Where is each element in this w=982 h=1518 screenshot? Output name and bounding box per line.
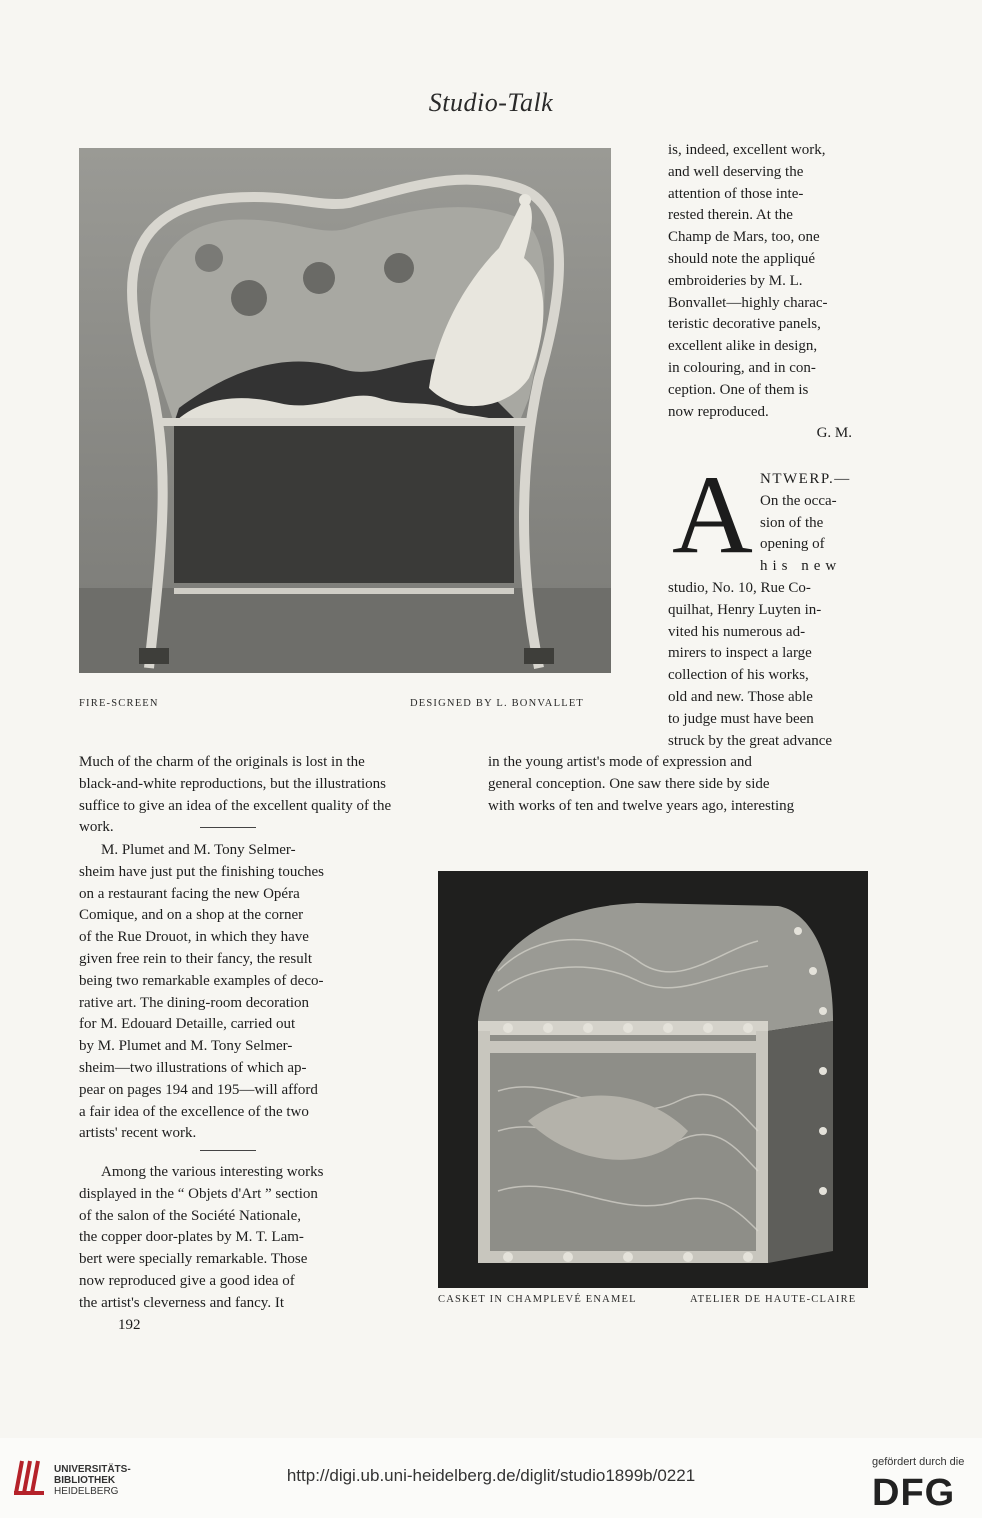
text-line: old and new. Those able	[668, 688, 813, 705]
right-column-top	[668, 140, 870, 445]
text-line: bert were specially remarkable. Those	[79, 1251, 308, 1268]
text-line: sheim have just put the finishing touches	[79, 863, 324, 880]
page-number: 192	[118, 1317, 141, 1333]
text-line: in colouring, and in con-	[668, 359, 816, 376]
figure1-caption-right: DESIGNED BY L. BONVALLET	[410, 698, 585, 709]
text-line: is, indeed, excellent work,	[668, 142, 826, 158]
text-line: of the salon of the Société Nationale,	[79, 1207, 302, 1224]
text-line: a fair idea of the excellence of the two	[79, 1103, 309, 1120]
text-line: being two remarkable examples of deco-	[79, 972, 324, 989]
text-line: On the occa-	[760, 492, 837, 509]
text-line: vited his numerous ad-	[668, 623, 806, 640]
text-line: embroideries by M. L.	[668, 272, 803, 289]
casket-photo	[438, 871, 868, 1288]
library-line1: UNIVERSITÄTS-	[54, 1464, 131, 1475]
text-line: excellent alike in design,	[668, 338, 818, 355]
text-line: Much of the charm of the originals is lost in the	[79, 754, 365, 770]
text-line: ception. One of them is	[668, 381, 809, 398]
left-paragraph-3	[79, 1162, 377, 1315]
source-url[interactable]: http://digi.ub.uni-heidelberg.de/diglit/studio1899b/0221	[286, 1466, 696, 1485]
text-line: quilhat, Henry Luyten in-	[668, 601, 822, 618]
text-line: sion of the	[760, 514, 824, 531]
text-line: opening of	[760, 536, 825, 553]
funding-text: gefördert durch die	[872, 1456, 965, 1468]
running-head: Studio-Talk	[428, 88, 554, 117]
text-line: for M. Edouard Detaille, carried out	[79, 1016, 296, 1033]
drop-cap: A	[672, 453, 753, 577]
text-line: on a restaurant facing the new Opéra	[79, 885, 300, 902]
text-line: general conception. One saw there side by side	[488, 775, 770, 792]
text-line: attention of those inte-	[668, 185, 804, 202]
text-line: and well deserving the	[668, 163, 804, 180]
text-line: now reproduced.	[668, 403, 769, 420]
text-line: studio, No. 10, Rue Co-	[668, 580, 811, 596]
left-paragraph-1	[79, 752, 465, 839]
casket-illustration	[438, 871, 868, 1288]
text-line: collection of his works,	[668, 667, 809, 684]
text-line: artists' recent work.	[79, 1125, 197, 1142]
text-line: with works of ten and twelve years ago, interesting	[488, 797, 795, 814]
text-line: NTWERP.—	[760, 471, 851, 487]
text-line: Among the various interesting works	[101, 1164, 324, 1180]
text-line: teristic decorative panels,	[668, 316, 821, 333]
left-paragraph-2	[79, 840, 377, 1145]
text-line: suffice to give an idea of the excellent quality of the	[79, 797, 392, 814]
section-rule	[200, 1150, 256, 1151]
text-line: black-and-white reproductions, but the illustrations	[79, 775, 387, 792]
text-line: his new	[760, 558, 842, 575]
text-line: rested therein. At the	[668, 207, 793, 224]
figure1-caption-left: FIRE-SCREEN	[79, 698, 159, 709]
text-line: sheim—two illustrations of which ap-	[79, 1059, 307, 1076]
text-line: rative art. The dining-room decoration	[79, 994, 310, 1011]
antwerp-full-lines	[488, 752, 870, 817]
text-line: of the Rue Drouot, in which they have	[79, 929, 309, 946]
fire-screen-photo	[79, 148, 611, 673]
text-line: given free rein to their fancy, the result	[79, 950, 313, 967]
section-rule	[200, 827, 256, 828]
text-line: pear on pages 194 and 195—will afford	[79, 1081, 318, 1098]
antwerp-continued	[668, 578, 870, 752]
text-line: work.	[79, 819, 114, 836]
dfg-logo: DFG	[872, 1472, 956, 1514]
figure2-caption-left: CASKET IN CHAMPLEVÉ ENAMEL	[438, 1294, 637, 1305]
text-line: now reproduced give a good idea of	[79, 1272, 295, 1289]
text-line: the artist's cleverness and fancy. It	[79, 1294, 284, 1311]
library-line3: HEIDELBERG	[54, 1486, 119, 1497]
figure2-caption-right: ATELIER DE HAUTE-CLAIRE	[690, 1294, 857, 1305]
text-line: Comique, and on a shop at the corner	[79, 907, 304, 924]
text-line: should note the appliqué	[668, 250, 816, 267]
text-line: displayed in the “ Objets d'Art ” section	[79, 1185, 318, 1202]
text-line: Bonvallet—highly charac-	[668, 294, 828, 311]
text-line: struck by the great advance	[668, 732, 833, 749]
text-line: M. Plumet and M. Tony Selmer-	[101, 842, 296, 858]
library-line2: BIBLIOTHEK	[54, 1475, 116, 1486]
text-line: in the young artist's mode of expression and	[488, 754, 752, 770]
signature: G. M.	[816, 425, 852, 442]
text-line: by M. Plumet and M. Tony Selmer-	[79, 1038, 293, 1055]
antwerp-beside-cap	[760, 469, 870, 578]
text-line: to judge must have been	[668, 710, 814, 727]
text-line: mirers to inspect a large	[668, 645, 812, 662]
fire-screen-illustration	[79, 148, 611, 673]
text-line: Champ de Mars, too, one	[668, 229, 820, 246]
text-line: the copper door-plates by M. T. Lam-	[79, 1229, 304, 1246]
